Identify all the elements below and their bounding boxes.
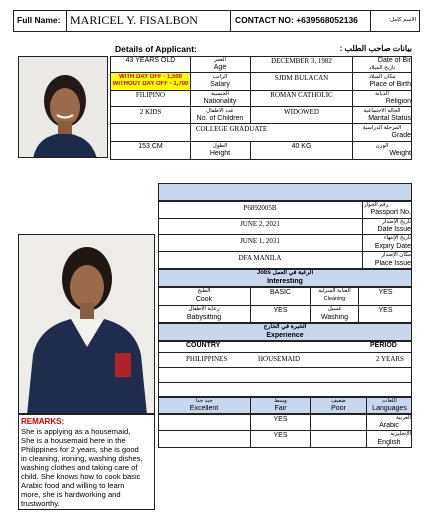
fair-label: Fair <box>274 405 287 412</box>
applicant-photo-fullbody <box>18 234 155 414</box>
salary-label-ar: الراتب <box>212 74 228 80</box>
cook-label-ar: الطبخ <box>197 288 211 294</box>
date-issue-label: Date Issue <box>377 226 411 233</box>
dob-label-ar: تاريخ الميلاد <box>368 65 396 71</box>
washing-value: YES <box>378 307 393 314</box>
cleaning-label: Cleaning <box>323 296 346 302</box>
height-value: 153 CM <box>138 143 163 150</box>
divider <box>230 10 231 32</box>
babysitting-value: YES <box>273 307 288 314</box>
details-title: Details of Applicant: <box>115 44 197 54</box>
age-label: Age <box>213 64 227 71</box>
divider <box>66 10 67 32</box>
excellent-label-ar: جيد جداً <box>195 398 213 404</box>
full-name-label: Full Name: <box>17 15 61 25</box>
experience-job: HOUSEMAID <box>258 355 300 363</box>
marital-label: Marital Status <box>368 115 411 122</box>
full-name-value: MARICEL Y. FISALBON <box>70 13 198 27</box>
height-label-ar: الطول <box>212 143 228 149</box>
pob-label: Place of Birth <box>369 81 411 88</box>
cook-label: Cook <box>195 296 213 303</box>
children-label-ar: عدد الأطفال <box>206 108 234 114</box>
jobs-title: Interesting <box>267 278 303 285</box>
experience-country: PHILIPPINES <box>186 355 228 363</box>
poor-label-ar: ضعيف <box>331 398 346 404</box>
marital-value: WIDOWED <box>284 108 319 116</box>
expiry-value: JUNE 1, 2031 <box>240 237 280 245</box>
contact-label: CONTACT NO: +639568052136 <box>235 15 358 25</box>
passport-no-label-ar: رقم الجواز <box>364 202 389 208</box>
poor-label: Poor <box>331 405 346 412</box>
weight-label-ar: الوزن <box>375 143 389 149</box>
age-label-ar: العمر <box>213 57 227 63</box>
remarks-line: Arabic food and willing to learn <box>21 481 125 490</box>
divider <box>110 106 412 107</box>
fair-label-ar: وسط <box>274 398 287 404</box>
date-issue-label-ar: تاريخ الإصدار <box>382 219 411 225</box>
details-title-ar: بيانات صاحب الطلب : <box>339 44 412 53</box>
dob-value: DECEMBER 3, 1982 <box>271 57 332 65</box>
english-label-ar: الإنجليزية <box>390 431 411 437</box>
remarks-line: She is a housemaid here in the <box>21 436 126 445</box>
washing-label-ar: غسيل <box>327 306 342 312</box>
height-label: Height <box>209 150 231 157</box>
expiry-label: Expiry Date <box>374 243 411 250</box>
experience-col-period: PERIOD <box>370 342 397 349</box>
salary-without-dayoff: WITHOUT DAY OFF - 1,700 <box>112 81 189 87</box>
religion-label: Religion <box>385 98 411 105</box>
passport-no-value: P6892005B <box>243 204 277 212</box>
experience-col-country: COUNTRY <box>186 342 221 349</box>
education-label-ar: المرحلة الدراسية <box>362 125 402 131</box>
age-value: 43 YEARS OLD <box>125 57 176 64</box>
arabic-fair-value: YES <box>273 416 288 423</box>
children-value: 2 KIDS <box>139 108 162 116</box>
remarks-line: Philippines for 2 years, she is good <box>21 445 139 454</box>
salary-with-dayoff: WITH DAY OFF - 1,500 <box>118 74 182 80</box>
arabic-label: Arabic <box>379 422 399 429</box>
remarks-line: child. She knows how to cook basic <box>21 472 141 481</box>
washing-label: Washing <box>321 314 348 321</box>
arabic-name-label: الاسم كامل: <box>388 17 416 23</box>
experience-table <box>158 341 412 397</box>
weight-value: 40 KG <box>291 143 312 150</box>
remarks-line: trustworthy. <box>21 499 60 508</box>
remarks-title: REMARKS: <box>21 417 65 426</box>
nationality-label-ar: الجنسية <box>211 91 229 97</box>
nationality-label: Nationality <box>203 98 237 105</box>
remarks-line: washing clothes and taking care of <box>21 463 138 472</box>
education-label: Grade <box>391 132 411 139</box>
expiry-label-ar: تاريخ الإنتهاء <box>383 235 411 241</box>
weight-label: Weight <box>389 150 411 157</box>
cleaning-label-ar: العناية المنزلية <box>318 288 351 294</box>
languages-label: Languages <box>372 405 407 412</box>
education-value: COLLEGE GRADUATE <box>195 125 268 133</box>
remarks-line: She is applying as a housemaid, <box>21 427 131 436</box>
nationality-value: FILIPINO <box>135 91 166 99</box>
place-issue-value: DFA MANILA <box>238 254 282 262</box>
divider <box>158 352 412 353</box>
babysitting-label: Babysitting <box>186 314 222 321</box>
place-issue-label: Place Issue <box>374 260 411 267</box>
applicant-photo-portrait <box>18 56 108 158</box>
date-issue-value: JUNE 2, 2021 <box>240 220 280 228</box>
cleaning-value: YES <box>378 289 393 296</box>
jobs-title-ar: الرغبة في العمل Jobs <box>256 270 314 276</box>
experience-period: 2 YEARS <box>376 355 404 363</box>
remarks-line: more, she is hardworking and <box>21 490 121 499</box>
passport-no-label: Passport No. <box>370 209 411 216</box>
experience-title: Experience <box>266 332 304 339</box>
experience-title-ar: الخبرة في الخارج <box>263 324 307 330</box>
divider <box>370 10 371 32</box>
religion-label-ar: الديانة <box>375 91 389 97</box>
divider <box>362 201 363 269</box>
english-fair-value: YES <box>273 432 288 439</box>
dob-label: Date of Bir <box>377 57 411 64</box>
divider <box>158 382 412 383</box>
languages-label-ar: اللغات <box>382 398 397 404</box>
salary-label: Salary <box>210 81 230 88</box>
pob-value: SJDM BULACAN <box>274 74 329 82</box>
marital-label-ar: الحالة الاجتماعية <box>363 108 401 114</box>
divider <box>158 367 412 368</box>
passport-header-band <box>158 183 412 201</box>
divider <box>110 141 412 142</box>
cook-value: BASIC <box>269 289 291 296</box>
english-label: English <box>377 439 401 446</box>
children-label: No. of Children <box>196 115 244 122</box>
excellent-label: Excellent <box>189 405 219 412</box>
arabic-label-ar: العربية <box>395 415 411 421</box>
babysitting-label-ar: رعاية الأطفال <box>188 306 220 312</box>
place-issue-label-ar: مكان الإصدار <box>381 252 411 258</box>
remarks-line: in cleaning, ironing, washing dishes, <box>21 454 143 463</box>
religion-value: ROMAN CATHOLIC <box>270 91 333 99</box>
pob-label-ar: مكان الميلاد <box>368 74 396 80</box>
